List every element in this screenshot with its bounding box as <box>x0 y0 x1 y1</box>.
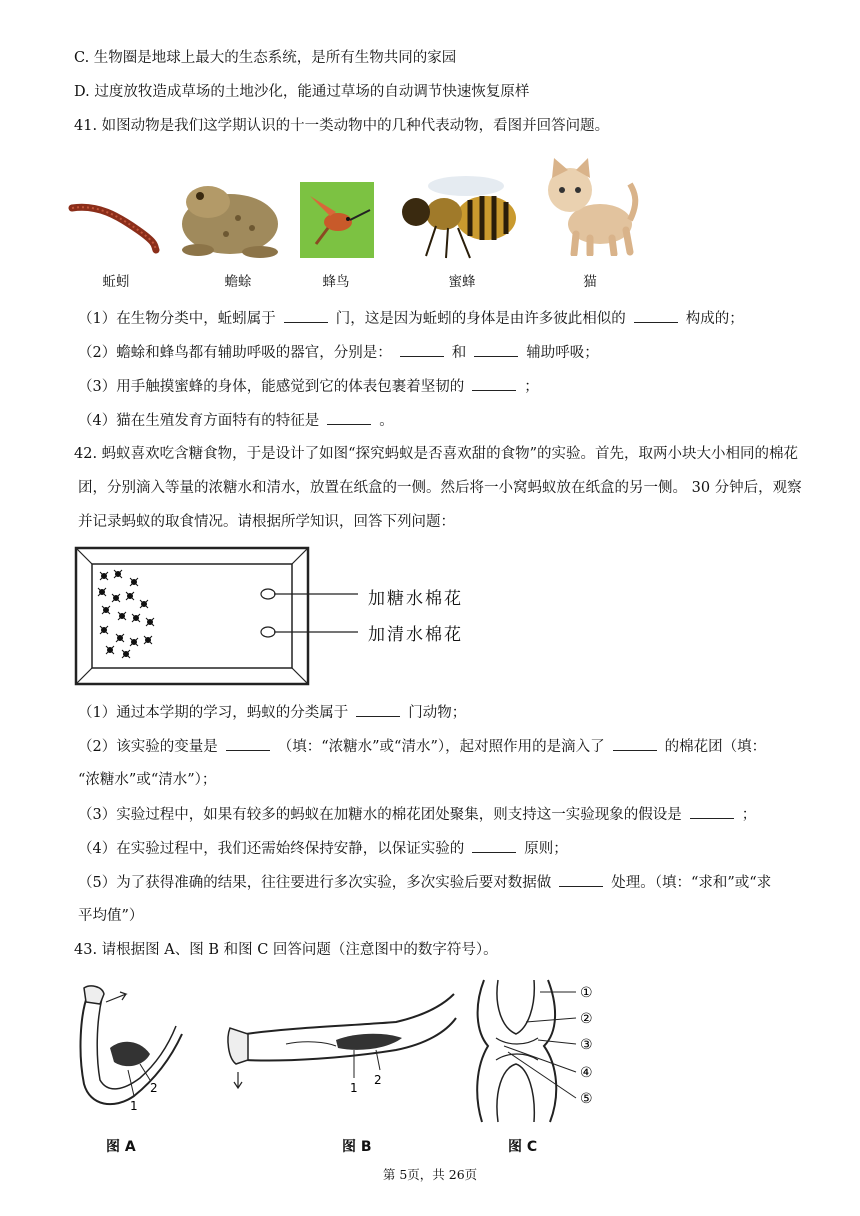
answer-blank[interactable] <box>613 736 657 751</box>
answer-blank[interactable] <box>327 410 371 425</box>
honeybee-image <box>386 164 528 262</box>
answer-blank[interactable] <box>472 838 516 853</box>
animal-label-hummingbird: 蜂鸟 <box>322 274 350 290</box>
label-leader-lines <box>274 588 364 638</box>
answer-blank[interactable] <box>400 342 444 357</box>
q43-stem: 43. 请根据图 A、图 B 和图 C 回答问题（注意图中的数字符号）。 <box>74 942 498 958</box>
page-footer: 第 5页，共 26页 <box>382 1167 478 1182</box>
q41-sub2: （2）蟾蜍和蜂鸟都有辅助呼吸的器官，分别是： 和 辅助呼吸； <box>78 342 599 363</box>
answer-blank[interactable] <box>356 702 400 717</box>
animal-label-bee: 蜜蜂 <box>448 274 476 290</box>
figure-b-arm-extended <box>226 988 458 1098</box>
q41-sub3: （3）用手触摸蜜蜂的身体，能感觉到它的体表包裹着坚韧的 ； <box>78 376 539 397</box>
label-water-cotton: 加清水棉花 <box>368 625 463 645</box>
fig-c-num-2: ② <box>580 1011 593 1027</box>
q42-sub5-cont: 平均值”） <box>78 908 144 924</box>
q41-stem: 41. 如图动物是我们这学期认识的十一类动物中的几种代表动物，看图并回答问题。 <box>74 118 610 134</box>
q42-sub2-cont: “浓糖水”或“清水”）； <box>78 772 217 788</box>
label-sugar-cotton: 加糖水棉花 <box>368 589 463 609</box>
caption-figure-c: 图 C <box>508 1139 538 1155</box>
q42-sub1: （1）通过本学期的学习，蚂蚁的分类属于 门动物； <box>78 702 466 723</box>
fig-c-num-1: ① <box>580 985 593 1001</box>
animal-label-earthworm: 蚯蚓 <box>102 274 130 290</box>
q42-stem-3: 并记录蚂蚁的取食情况。请根据所学知识，回答下列问题： <box>78 514 455 530</box>
option-d: D. 过度放牧造成草场的土地沙化，能通过草场的自动调节快速恢复原样 <box>74 84 530 100</box>
earthworm-image <box>68 196 160 256</box>
hummingbird-image <box>300 182 374 258</box>
fig-a-num-1: 1 <box>130 1099 138 1113</box>
answer-blank[interactable] <box>284 308 328 323</box>
q42-sub4: （4）在实验过程中，我们还需始终保持安静，以保证实验的 原则； <box>78 838 568 859</box>
caption-figure-b: 图 B <box>342 1139 372 1155</box>
fig-a-num-2: 2 <box>150 1081 158 1095</box>
caption-figure-a: 图 A <box>106 1139 136 1155</box>
animal-label-toad: 蟾蜍 <box>224 274 252 290</box>
fig-b-num-2: 2 <box>374 1073 382 1087</box>
option-c: C. 生物圈是地球上最大的生态系统，是所有生物共同的家园 <box>74 50 457 66</box>
q42-sub5: （5）为了获得准确的结果，往往要进行多次实验，多次实验后要对数据做 处理。（填：“求和”或“求 <box>78 872 771 893</box>
toad-image <box>168 178 286 262</box>
answer-blank[interactable] <box>226 736 270 751</box>
animal-label-cat: 猫 <box>583 274 597 290</box>
q42-sub2: （2）该实验的变量是 （填：“浓糖水”或“清水”），起对照作用的是滴入了 的棉花团（填： <box>78 736 766 757</box>
q41-sub4: （4）猫在生殖发育方面特有的特征是 。 <box>78 410 394 431</box>
q42-sub3: （3）实验过程中，如果有较多的蚂蚁在加糖水的棉花团处聚集，则支持这一实验现象的假设是 ； <box>78 804 756 825</box>
fig-c-num-4: ④ <box>580 1065 593 1081</box>
q42-stem-2: 团，分别滴入等量的浓糖水和清水，放置在纸盒的一侧。然后将一小窝蚂蚁放在纸盒的另一侧。 30 分钟后，观察 <box>78 480 802 496</box>
cat-image <box>540 154 640 256</box>
fig-c-num-5: ⑤ <box>580 1091 593 1107</box>
answer-blank[interactable] <box>559 872 603 887</box>
fig-c-num-3: ③ <box>580 1037 593 1053</box>
answer-blank[interactable] <box>474 342 518 357</box>
answer-blank[interactable] <box>690 804 734 819</box>
figure-c-joint <box>468 976 604 1126</box>
answer-blank[interactable] <box>472 376 516 391</box>
q41-sub1: （1）在生物分类中，蚯蚓属于 门，这是因为蚯蚓的身体是由许多彼此相似的 构成的； <box>78 308 744 329</box>
fig-b-num-1: 1 <box>350 1081 358 1095</box>
figure-a-arm-flexed <box>70 984 200 1120</box>
answer-blank[interactable] <box>634 308 678 323</box>
q42-stem-1: 42. 蚂蚁喜欢吃含糖食物，于是设计了如图“探究蚂蚁是否喜欢甜的食物”的实验。首先，取两小块大小相同的棉花 <box>74 446 798 462</box>
